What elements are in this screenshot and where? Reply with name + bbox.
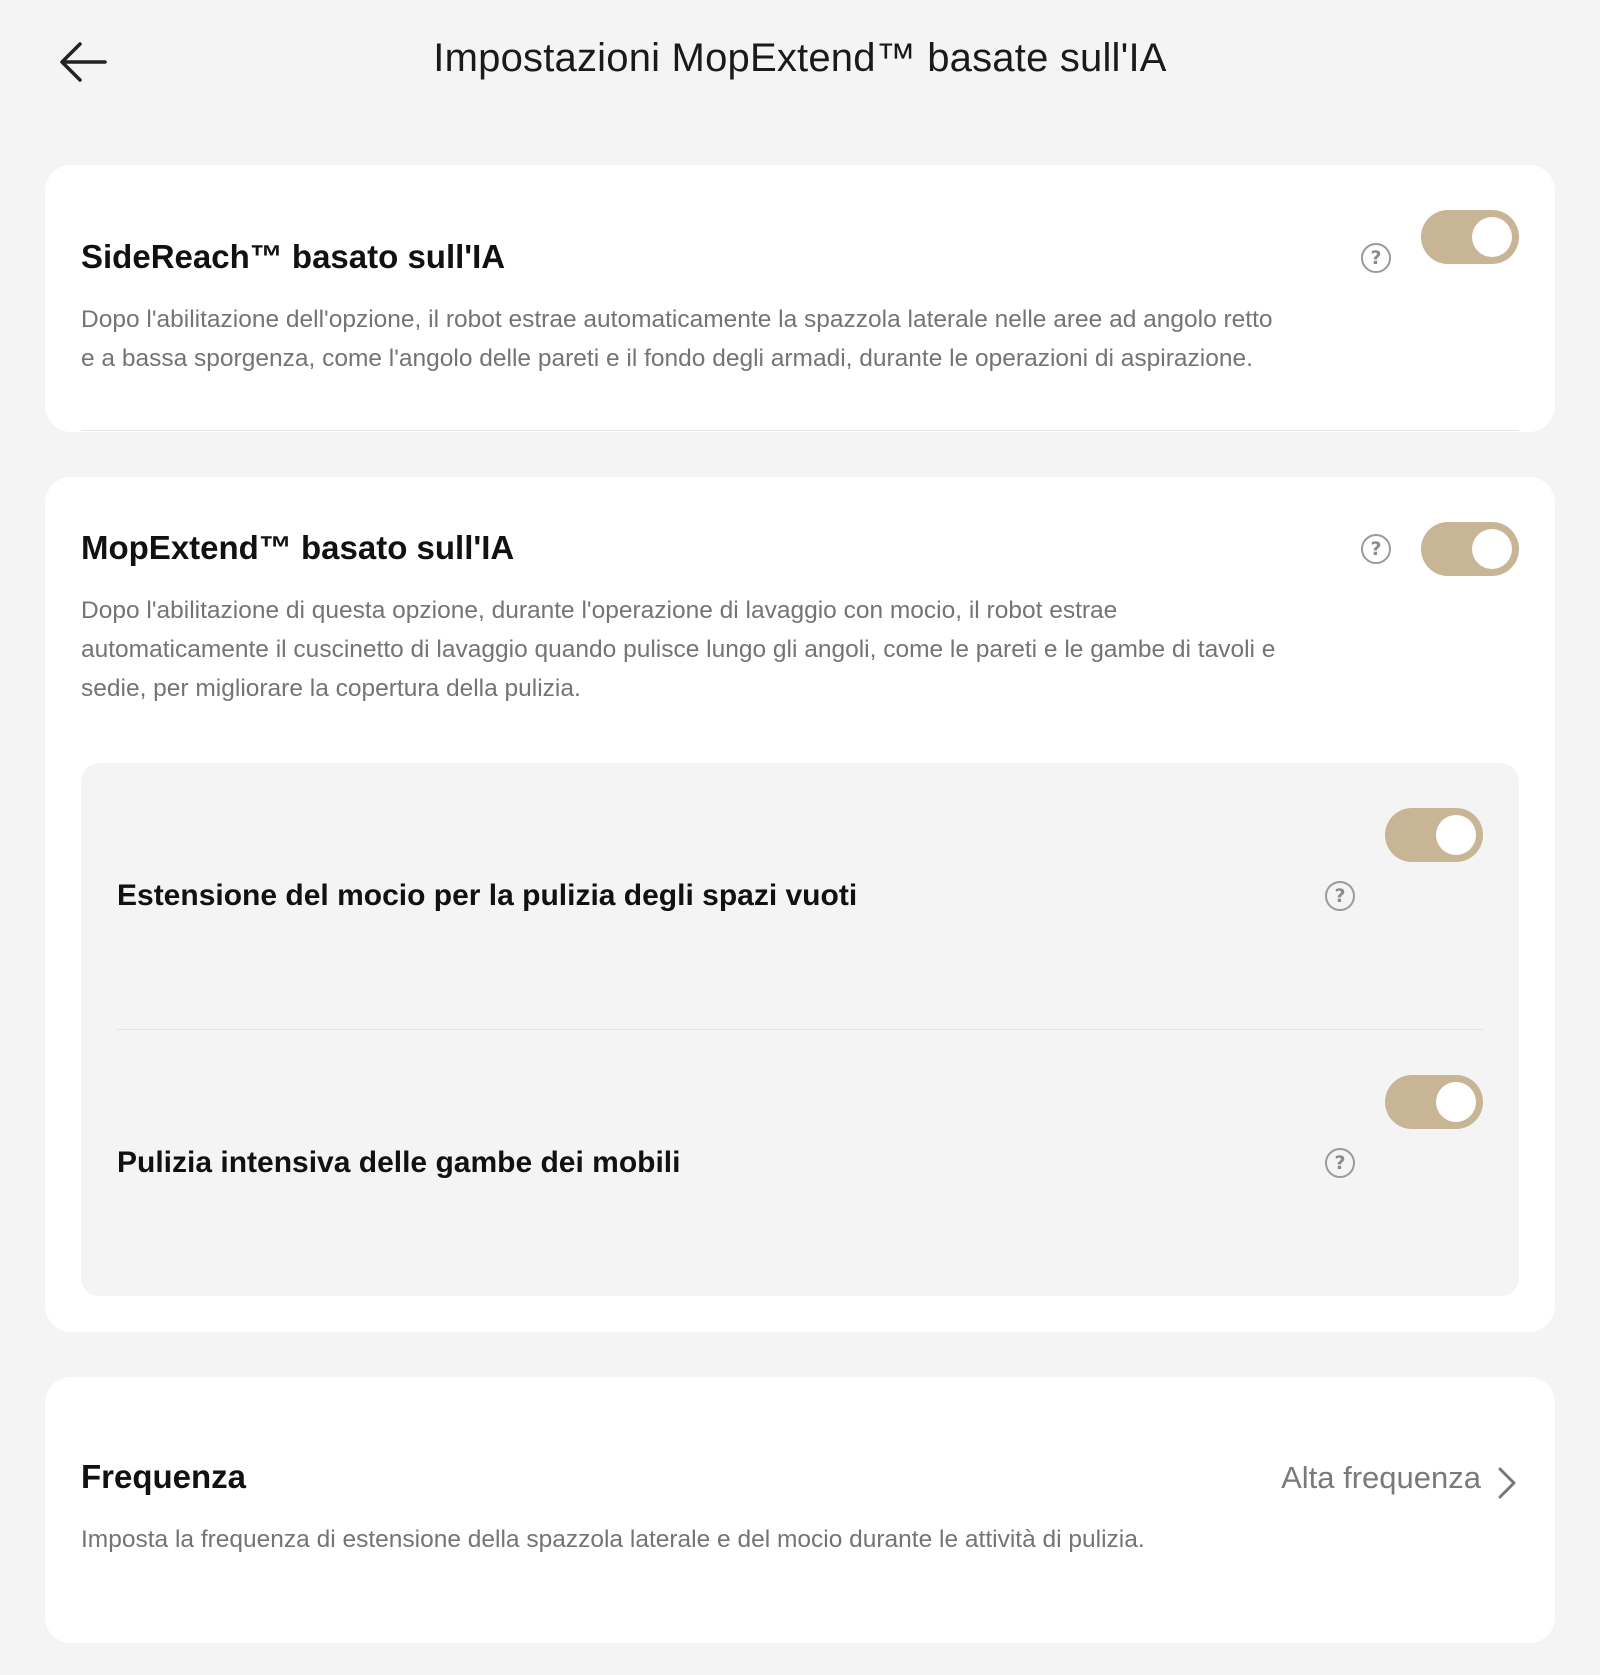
- sidereach-description-line: Dopo l'abilitazione dell'opzione, il robot estrae automaticamente la spazzola laterale nelle aree ad angolo retto: [81, 306, 1273, 333]
- frequency-value[interactable]: Alta frequenza: [1281, 1460, 1481, 1495]
- toggle-knob: [1436, 1082, 1476, 1122]
- chevron-right-icon[interactable]: [1495, 1465, 1519, 1501]
- furniture-legs-cleaning-help-icon[interactable]: ?: [1325, 1148, 1355, 1178]
- header-bar: [0, 0, 1600, 130]
- sidereach-help-icon[interactable]: ?: [1361, 243, 1391, 273]
- mopextend-description: [81, 591, 1501, 708]
- frequency-card[interactable]: [45, 1377, 1555, 1643]
- furniture-legs-cleaning-title: Pulizia intensiva delle gambe dei mobili: [117, 1146, 681, 1179]
- sidereach-card: [45, 165, 1555, 432]
- mopextend-sub-options-panel: [81, 763, 1519, 1296]
- mopextend-toggle[interactable]: [1421, 522, 1519, 576]
- sidereach-title: SideReach™ basato sull'IA: [81, 238, 506, 275]
- furniture-legs-cleaning-toggle[interactable]: [1385, 1075, 1483, 1129]
- sidereach-description-line: e a bassa sporgenza, come l'angolo delle pareti e il fondo degli armadi, durante le operazioni di aspirazione.: [81, 345, 1253, 372]
- mopextend-help-icon[interactable]: ?: [1361, 534, 1391, 564]
- sub-options-divider: [117, 1029, 1483, 1030]
- toggle-knob: [1472, 217, 1512, 257]
- card-divider: [81, 430, 1519, 431]
- frequency-title: Frequenza: [81, 1458, 247, 1495]
- toggle-knob: [1472, 529, 1512, 569]
- mopextend-description-line: Dopo l'abilitazione di questa opzione, durante l'operazione di lavaggio con mocio, il robot estrae: [81, 597, 1118, 624]
- mopextend-description-line: automaticamente il cuscinetto di lavaggio quando pulisce lungo gli angoli, come le pareti e le gambe di tavoli e: [81, 636, 1276, 663]
- gap-mop-extension-help-icon[interactable]: ?: [1325, 881, 1355, 911]
- mopextend-title: MopExtend™ basato sull'IA: [81, 529, 515, 566]
- toggle-knob: [1436, 815, 1476, 855]
- frequency-description: Imposta la frequenza di estensione della spazzola laterale e del mocio durante le attività di pulizia.: [81, 1526, 1145, 1553]
- sidereach-toggle[interactable]: [1421, 210, 1519, 264]
- gap-mop-extension-title: Estensione del mocio per la pulizia degli spazi vuoti: [117, 879, 858, 912]
- mopextend-card: [45, 477, 1555, 1332]
- mopextend-description-line: sedie, per migliorare la copertura della pulizia.: [81, 675, 581, 702]
- sidereach-description: [81, 300, 1481, 378]
- page-title: Impostazioni MopExtend™ basate sull'IA: [433, 36, 1167, 80]
- gap-mop-extension-toggle[interactable]: [1385, 808, 1483, 862]
